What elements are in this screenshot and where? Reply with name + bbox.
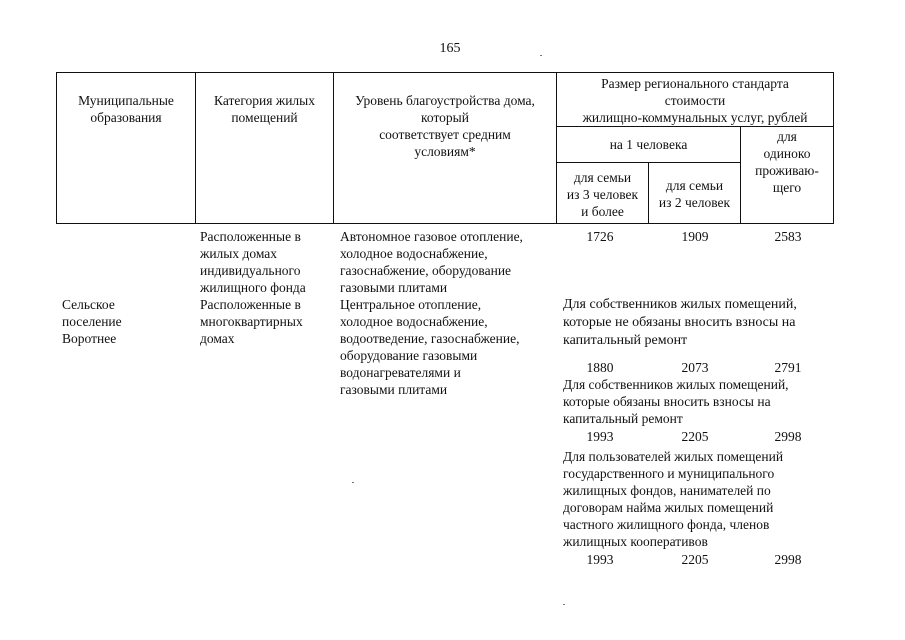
value-cell: 2073 [681, 360, 709, 375]
value-cell: 1993 [586, 552, 614, 567]
row1-level: Автономное газовое отопление, холодное водоснабжение, газоснабжение, оборудование газовыми плитами [340, 229, 523, 295]
header-category: Категория жилых помещений [214, 93, 315, 125]
row1-category: Расположенные в жилых домах индивидуального жилищного фонда [200, 229, 306, 295]
group3-label: Для пользователей жилых помещений государственного и муниципального жилищных фондов, нанимателей по договорам найма жилых помещений частного жилищного фонда, членов жилищных кооперативов [563, 449, 784, 549]
header-single: для одиноко проживаю- щего [755, 129, 819, 195]
scan-speck [563, 604, 565, 605]
scan-speck [352, 482, 354, 483]
group1-label: Для собственников жилых помещений, которые не обязаны вносить взносы на капитальный ремонт [563, 297, 797, 348]
header-family-2: для семьи из 2 человек [658, 178, 731, 210]
value-cell: 2205 [681, 552, 709, 567]
header-municipal: Муниципальные образования [78, 93, 174, 125]
header-family-3: для семьи из 3 человек и более [566, 170, 639, 219]
header-level: Уровень благоустройства дома, который соответствует средним условиям* [355, 93, 535, 159]
value-cell: 2998 [774, 429, 802, 444]
row2-category: Расположенные в многоквартирных домах [200, 297, 303, 346]
row2-level: Центральное отопление, холодное водоснабжение, водоотведение, газоснабжение, оборудование газовыми водонагревателями и газовыми плитами [340, 297, 520, 397]
value-cell: 2791 [774, 360, 802, 375]
value-cell: 2998 [774, 552, 802, 567]
group2-label: Для собственников жилых помещений, которые обязаны вносить взносы на капитальный ремонт [563, 377, 789, 426]
header-standard: Размер регионального стандарта стоимости жилищно-коммунальных услуг, рублей [582, 76, 808, 125]
scan-speck [540, 55, 542, 56]
header-per-person: на 1 человека [609, 137, 688, 152]
value-cell: 2583 [774, 229, 802, 244]
value-cell: 1880 [586, 360, 614, 375]
value-cell: 2205 [681, 429, 709, 444]
page-number: 165 [439, 41, 461, 56]
value-cell: 1993 [586, 429, 614, 444]
municipality-name: Сельское поселение Воротнее [62, 297, 122, 346]
value-cell: 1909 [681, 229, 709, 244]
value-cell: 1726 [586, 229, 614, 244]
